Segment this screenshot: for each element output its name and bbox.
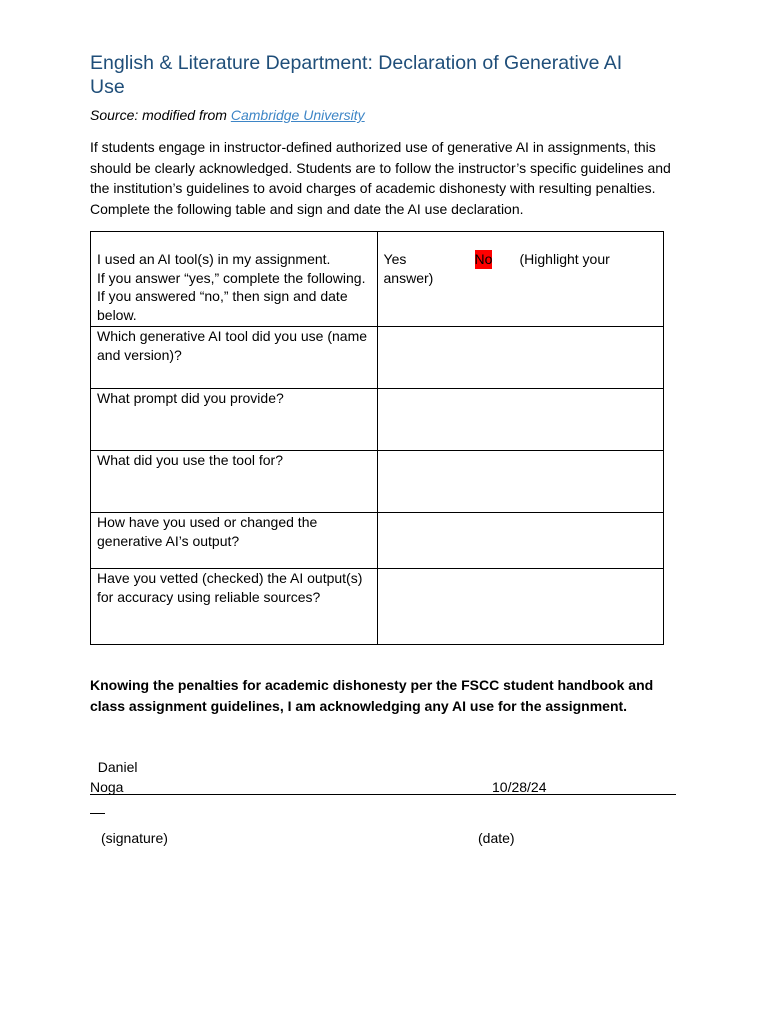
- question-tool-name: Which generative AI tool did you use (name and version)?: [91, 327, 378, 389]
- intro-paragraph: If students engage in instructor-defined authorized use of generative AI in assignments, this should be clearly acknowledged. Students are to follow the instructor’s specific guidelines and the institution’s guidelines to avoid charges of academic dishonesty with resulting penalties. Complete the following table and sign and date the AI use declaration.: [90, 139, 671, 217]
- table-row: [91, 451, 664, 513]
- question-line: If you answered “no,” then sign and date below.: [97, 288, 348, 324]
- question-prompt: What prompt did you provide?: [91, 389, 378, 451]
- answer-prompt[interactable]: [377, 389, 663, 451]
- source-link[interactable]: Cambridge University: [230, 107, 365, 123]
- source-line: [90, 106, 365, 124]
- signature-name-last[interactable]: Noga: [90, 779, 124, 795]
- answer-yes-no[interactable]: [377, 232, 663, 327]
- acknowledgment-statement: Knowing the penalties for academic dishonesty per the FSCC student handbook and class assignment guidelines, I am acknowledging any AI use for the assignment.: [90, 677, 654, 714]
- answer-output-changes[interactable]: [377, 513, 663, 569]
- document-title: English & Literature Department: Declaration of Generative AI Use: [90, 52, 623, 98]
- question-ai-used: [91, 232, 378, 327]
- answer-tool-name[interactable]: [377, 327, 663, 389]
- signature-line: [90, 794, 676, 795]
- highlight-note: (Highlight your: [519, 251, 610, 267]
- date-label: (date): [478, 830, 515, 846]
- table-row: [91, 569, 664, 645]
- table-row: [91, 389, 664, 451]
- table-row: [91, 513, 664, 569]
- option-yes[interactable]: Yes: [383, 251, 407, 267]
- table-row: [91, 327, 664, 389]
- source-prefix: Source: modified from: [90, 107, 231, 123]
- answer-usage[interactable]: [377, 451, 663, 513]
- signature-line-tail: [90, 813, 105, 814]
- highlight-note-cont: answer): [383, 269, 434, 286]
- table-row: [91, 232, 664, 327]
- question-line: If you answer “yes,” complete the following.: [97, 269, 366, 286]
- question-usage: What did you use the tool for?: [91, 451, 378, 513]
- question-vetting: Have you vetted (checked) the AI output(s) for accuracy using reliable sources?: [91, 569, 378, 645]
- answer-vetting[interactable]: [377, 569, 663, 645]
- option-no-highlighted[interactable]: No: [474, 251, 493, 267]
- signature-name-first[interactable]: [90, 759, 137, 775]
- question-output-changes: How have you used or changed the generative AI’s output?: [91, 513, 378, 569]
- signature-label: (signature): [101, 830, 168, 846]
- question-line: I used an AI tool(s) in my assignment.: [97, 251, 331, 267]
- signature-date-value[interactable]: 10/28/24: [492, 779, 547, 795]
- declaration-table: [90, 231, 664, 645]
- signature-first-text: Daniel: [97, 759, 138, 775]
